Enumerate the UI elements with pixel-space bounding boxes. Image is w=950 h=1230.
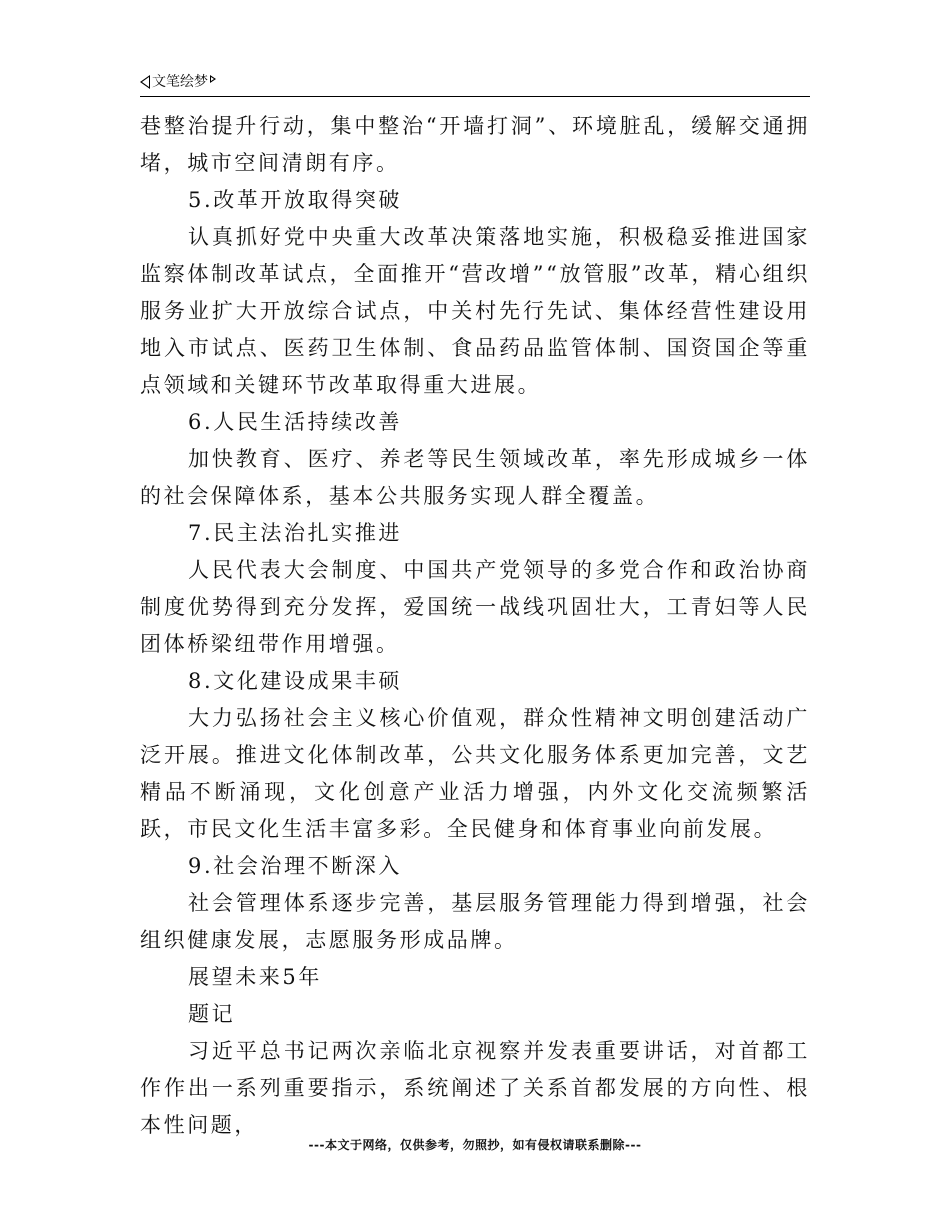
right-triangle-icon: [210, 75, 216, 83]
section-heading: 5.改革开放取得突破: [188, 188, 403, 212]
left-triangle-icon: [140, 75, 150, 89]
paragraph: 大力弘扬社会主义核心价值观，群众性精神文明创建活动广泛开展。推进文化体制改革，公共文化服务体系更加完善，文艺精品不断涌现，文化创意产业活力增强，内外文化交流频繁活跃，市民文化生活丰富多彩。全民健身和体育事业向前发展。: [140, 706, 810, 841]
brand-logo: [140, 72, 216, 92]
paragraph: 巷整治提升行动，集中整治“开墙打洞”、环境脏乱，缓解交通拥堵，城市空间清朗有序。: [140, 114, 810, 175]
paragraph: 人民代表大会制度、中国共产党领导的多党合作和政治协商制度优势得到充分发挥，爱国统一战线巩固壮大，工青妇等人民团体桥梁纽带作用增强。: [140, 558, 810, 656]
section-heading: 展望未来5年: [188, 965, 322, 989]
section-heading: 6.人民生活持续改善: [188, 410, 403, 434]
page-footer-disclaimer: ---本文于网络，仅供参考，勿照抄，如有侵权请联系删除---: [308, 1138, 642, 1152]
paragraph: 加快教育、医疗、养老等民生领域改革，率先形成城乡一体的社会保障体系，基本公共服务实现人群全覆盖。: [140, 447, 810, 508]
section-heading: 8.文化建设成果丰硕: [188, 669, 403, 693]
paragraph: 认真抓好党中央重大改革决策落地实施，积极稳妥推进国家监察体制改革试点，全面推开“营改增”“放管服”改革，精心组织服务业扩大开放综合试点，中关村先行先试、集体经营性建设用地入市试点、医药卫生体制、食品药品监管体制、国资国企等重点领域和关键环节改革取得重大进展。: [140, 225, 810, 397]
paragraph: 社会管理体系逐步完善，基层服务管理能力得到增强，社会组织健康发展，志愿服务形成品牌。: [140, 891, 810, 952]
section-heading: 题记: [188, 1002, 236, 1026]
document-body: [140, 108, 810, 1144]
brand-name: 文笔绘梦: [152, 74, 208, 90]
page-header: [140, 72, 810, 97]
section-heading: 7.民主法治扎实推进: [188, 521, 403, 545]
paragraph: 习近平总书记两次亲临北京视察并发表重要讲话，对首都工作作出一系列重要指示，系统阐述了关系首都发展的方向性、根本性问题，: [140, 1039, 810, 1137]
section-heading: 9.社会治理不断深入: [188, 854, 403, 878]
